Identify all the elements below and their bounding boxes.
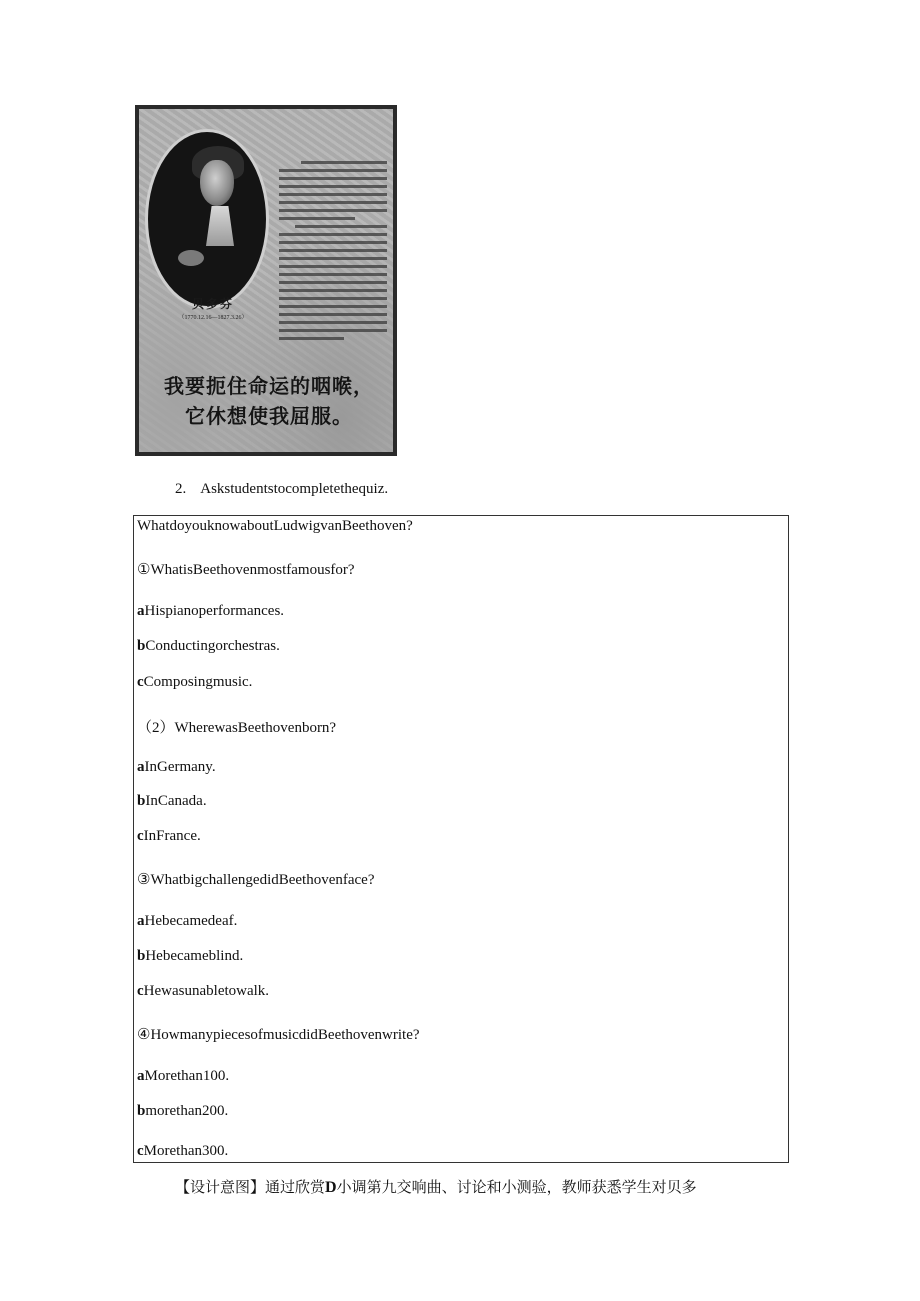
option-1a: aHispianoperformances. <box>137 603 285 619</box>
beethoven-portrait <box>145 129 269 309</box>
option-4c: cMorethan300. <box>137 1143 229 1159</box>
question-3: ③WhatbigchallengedidBeethovenface? <box>137 872 375 888</box>
quiz-box <box>133 515 789 1163</box>
option-3b: bHebecameblind. <box>137 948 244 964</box>
poster-name: 贝多芬 <box>191 297 234 311</box>
poster-background <box>139 109 393 452</box>
question-4: ④HowmanypiecesofmusicdidBeethovenwrite? <box>137 1027 420 1043</box>
option-4b: bmorethan200. <box>137 1103 229 1119</box>
instruction-line <box>175 481 388 498</box>
option-3a: aHebecamedeaf. <box>137 913 238 929</box>
design-intent-prefix: 【设计意图】通过欣赏 <box>175 1178 326 1196</box>
portrait-hand <box>178 250 204 266</box>
design-intent-paragraph <box>175 1176 697 1197</box>
portrait-collar <box>206 206 234 246</box>
option-3c: cHewasunabletowalk. <box>137 983 270 999</box>
poster-bio-text-block <box>279 161 387 345</box>
poster-dates: （1770.12.16—1827.3.26） <box>178 315 248 321</box>
portrait-face <box>200 160 234 206</box>
quiz-title: WhatdoyouknowaboutLudwigvanBeethoven? <box>137 518 413 534</box>
question-1: ①WhatisBeethovenmostfamousfor? <box>137 562 355 578</box>
design-intent-text: 小调第九交响曲、讨论和小测验，教师获悉学生对贝多 <box>336 1178 697 1196</box>
poster-quote-line-1: 我要扼住命运的咽喉， <box>164 374 374 398</box>
option-2a: aInGermany. <box>137 759 216 775</box>
question-2: （2）WherewasBeethovenborn? <box>137 720 337 736</box>
option-4a: aMorethan100. <box>137 1068 230 1084</box>
option-2c: cInFrance. <box>137 828 201 844</box>
design-intent-key: D <box>325 1179 337 1196</box>
option-2b: bInCanada. <box>137 793 207 809</box>
poster-quote-line-2: 它休想使我屈服。 <box>185 404 353 428</box>
instruction-number: 2. <box>175 481 187 497</box>
poster-quote <box>149 371 389 431</box>
beethoven-poster <box>135 105 397 456</box>
instruction-text: Askstudentstocompletethequiz. <box>200 481 389 497</box>
option-1b: bConductingorchestras. <box>137 638 280 654</box>
option-1c: cComposingmusic. <box>137 674 253 690</box>
